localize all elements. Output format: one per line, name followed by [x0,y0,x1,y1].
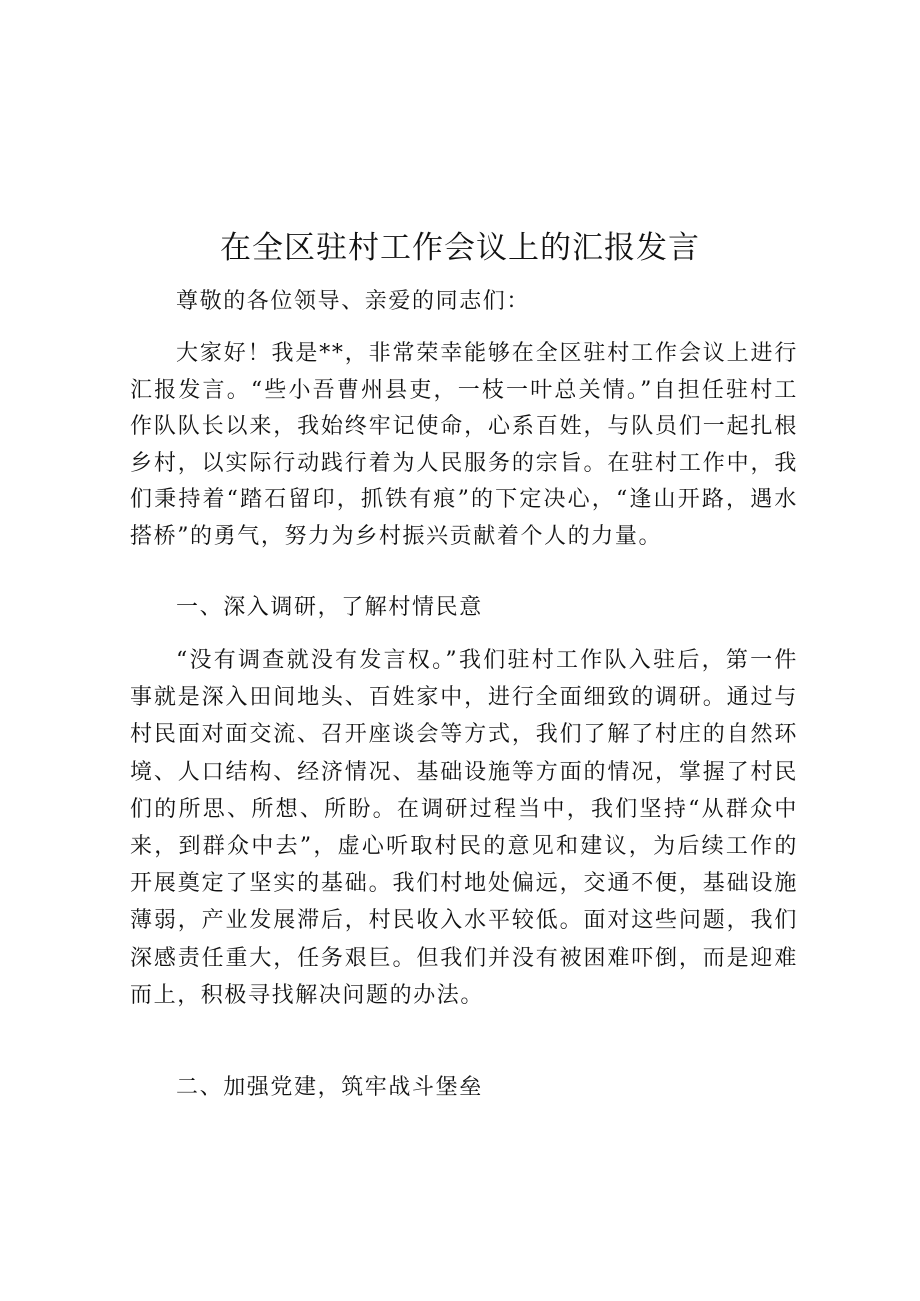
salutation: 尊敬的各位领导、亲爱的同志们： [176,289,531,314]
document-title: 在全区驻村工作会议上的汇报发言 [220,230,700,266]
opening-paragraph: 大家好！我是**，非常荣幸能够在全区驻村工作会议上进行汇报发言。“些小吾曹州县吏，一枝一叶总关情。”自担任驻村工作队队长以来，我始终牢记使命，心系百姓，与队员们一起扎根乡村，以实际行动践行着为人民服务的宗旨。在驻村工作中，我们秉持着“踏石留印，抓铁有痕”的下定决心，“逢山开路，遇水搭桥”的勇气，努力为乡村振兴贡献着个人的力量。 [130,341,798,549]
section-paragraph-1: “没有调查就没有发言权。”我们驻村工作队入驻后，第一件事就是深入田间地头、百姓家中，进行全面细致的调研。通过与村民面对面交流、召开座谈会等方式，我们了解了村庄的自然环境、人口结构、经济情况、基础设施等方面的情况，掌握了村民们的所思、所想、所盼。在调研过程当中，我们坚持“从群众中来，到群众中去”，虚心听取村民的意见和建议，为后续工作的开展奠定了坚实的基础。我们村地处偏远，交通不便，基础设施薄弱，产业发展滞后，村民收入水平较低。面对这些问题，我们深感责任重大，任务艰巨。但我们并没有被困难吓倒，而是迎难而上，积极寻找解决问题的办法。 [130,648,798,1008]
section-heading-1: 一、深入调研，了解村情民意 [176,595,483,620]
section-heading-2: 二、加强党建，筑牢战斗堡垒 [176,1075,483,1100]
